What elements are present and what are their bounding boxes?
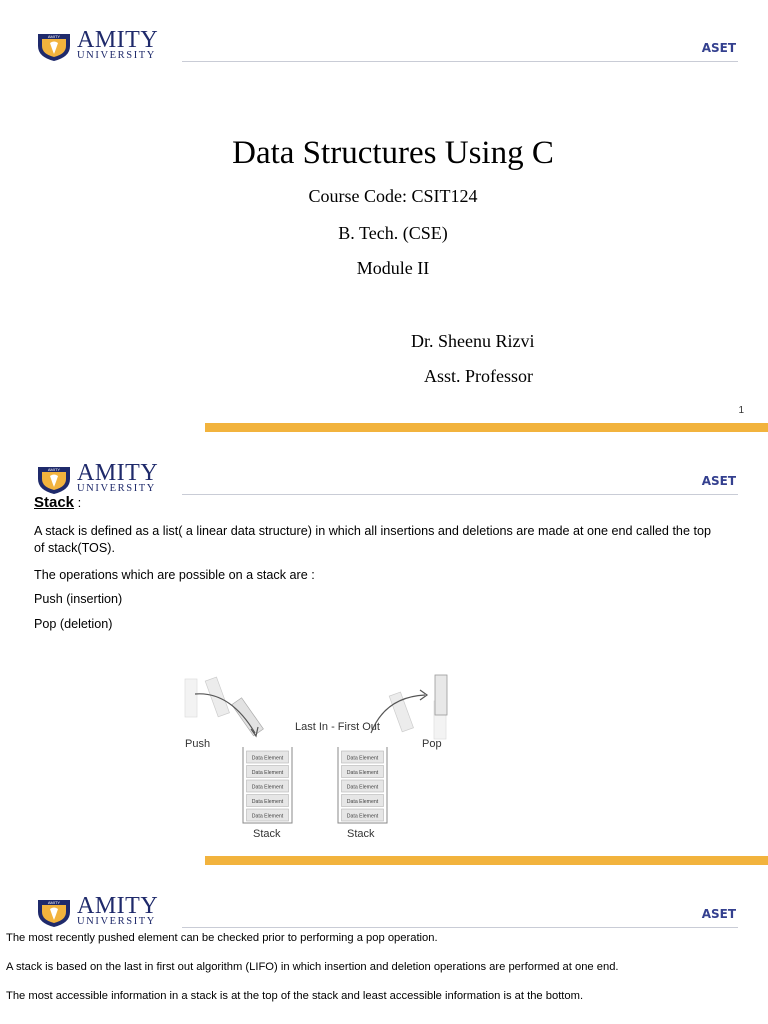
- stack-heading: [34, 494, 81, 511]
- slide-title: [0, 0, 768, 433]
- logo-name: AMITY: [77, 460, 159, 486]
- slide-stack: [0, 433, 768, 866]
- text-line-2: A stack is based on the last in first out algorithm (LIFO) in which insertion and deletion operations are performed at one end.: [6, 961, 619, 973]
- header-tag: ASET: [701, 41, 736, 55]
- stack-heading-text: Stack: [34, 494, 75, 511]
- slide-stack-details: [0, 866, 768, 1024]
- slide-title-text: Data Structures Using C: [232, 135, 554, 171]
- text-line-1: The most recently pushed element can be checked prior to performing a pop operation.: [6, 932, 438, 944]
- right-stack-cell-label: Data Element: [346, 770, 379, 776]
- right-stack-cell-label: Data Element: [346, 784, 379, 791]
- header-divider: [182, 61, 738, 62]
- amity-logo: [36, 460, 171, 495]
- header-divider: [182, 494, 738, 495]
- right-stack-label: Stack: [347, 828, 375, 840]
- left-stack-cell-label: Data Element: [251, 755, 284, 762]
- amity-shield-icon: [36, 463, 72, 495]
- lifo-caption: Last In - First Out: [295, 721, 380, 733]
- logo-badge-text: AMITY: [47, 467, 61, 472]
- op-push: Push (insertion): [34, 592, 123, 606]
- header-tag: ASET: [701, 474, 736, 488]
- author-name: Dr. Sheenu Rizvi: [411, 331, 535, 351]
- right-stack-cell-label: Data Element: [346, 755, 379, 762]
- module-name: Module II: [356, 258, 430, 278]
- logo-name: AMITY: [77, 893, 159, 919]
- amity-logo: [36, 893, 171, 928]
- amity-shield-icon: [36, 896, 72, 928]
- left-stack-cell-label: Data Element: [251, 784, 284, 791]
- logo-badge-text: AMITY: [47, 900, 61, 905]
- logo-badge-text: AMITY: [47, 34, 61, 39]
- logo-subtitle: UNIVERSITY: [77, 483, 156, 494]
- stack-definition: A stack is defined as a list( a linear data structure) in which all insertions and deletions are made at one end called the top of stack(TOS).: [34, 524, 711, 555]
- course-code: Course Code: CSIT124: [308, 186, 478, 206]
- footer-bar: [205, 856, 768, 865]
- amity-logo: [36, 27, 171, 62]
- program-name: B. Tech. (CSE): [338, 223, 448, 243]
- lifo-diagram: [175, 671, 465, 846]
- amity-shield-icon: [36, 30, 72, 62]
- footer-bar: [205, 423, 768, 432]
- pop-label: Pop: [422, 738, 442, 750]
- op-pop: Pop (deletion): [34, 617, 113, 631]
- ops-intro: The operations which are possible on a stack are :: [34, 568, 315, 582]
- stack-heading-colon: :: [74, 495, 82, 510]
- header-tag: ASET: [701, 907, 736, 921]
- right-stack-cell-label: Data Element: [346, 799, 379, 805]
- left-stack-cell-label: Data Element: [251, 813, 284, 820]
- header-divider: [182, 927, 738, 928]
- right-stack-cell-label: Data Element: [346, 813, 379, 820]
- left-stack-cell-label: Data Element: [251, 770, 284, 776]
- logo-subtitle: UNIVERSITY: [77, 50, 156, 61]
- text-line-3: The most accessible information in a stack is at the top of the stack and least accessible information is at the bottom.: [6, 990, 584, 1002]
- push-label: Push: [185, 738, 211, 750]
- left-stack-cell-label: Data Element: [251, 799, 284, 805]
- page-number: 1: [738, 405, 744, 416]
- pop-floating-elements: [389, 675, 447, 739]
- right-stack: [338, 747, 387, 840]
- author-designation: Asst. Professor: [424, 366, 534, 386]
- left-stack: [243, 747, 292, 840]
- logo-name: AMITY: [77, 27, 159, 53]
- logo-subtitle: UNIVERSITY: [77, 916, 156, 927]
- left-stack-label: Stack: [253, 828, 281, 840]
